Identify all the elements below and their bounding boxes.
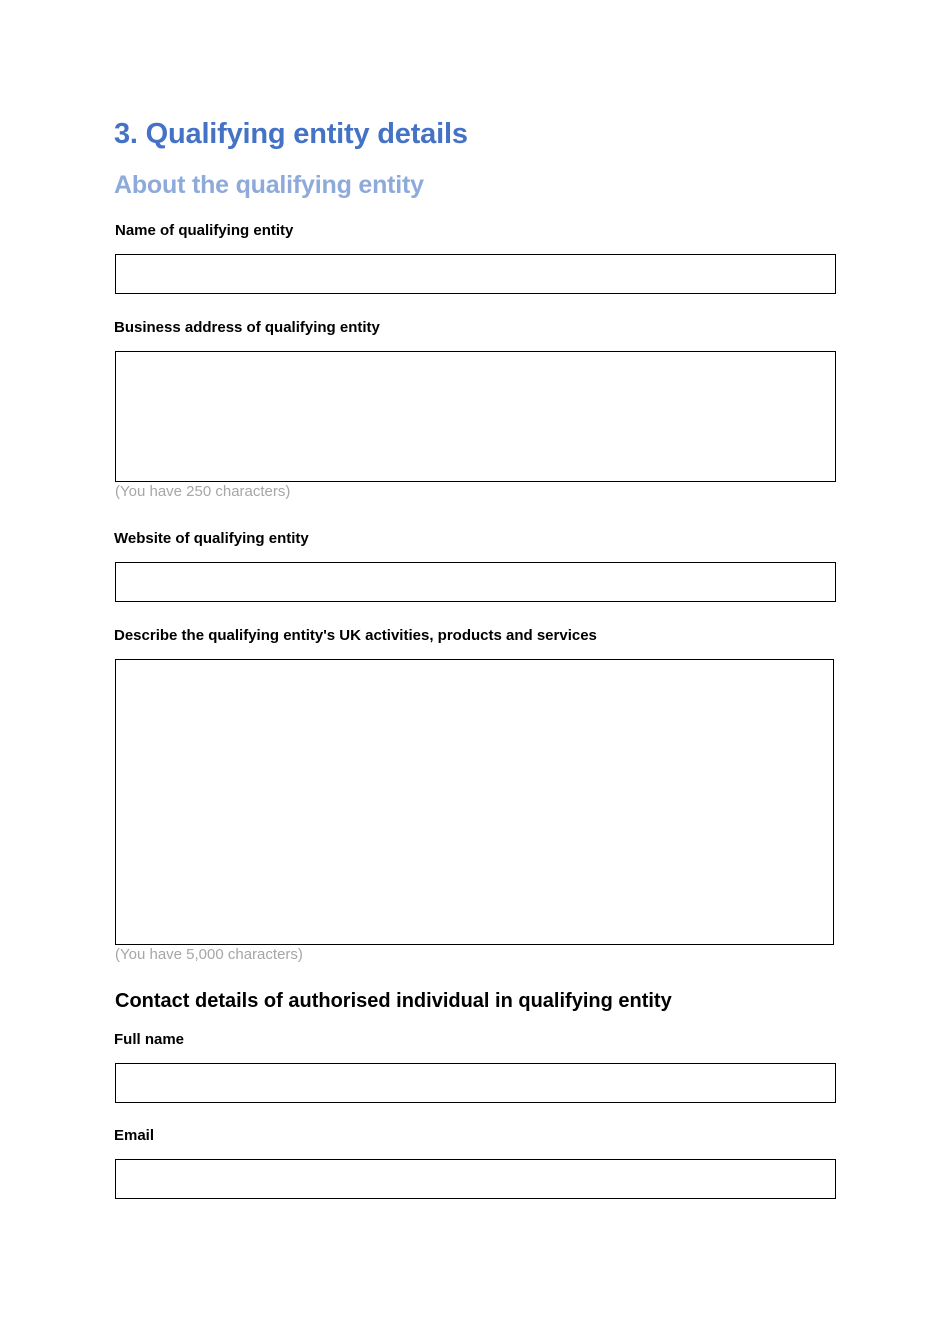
entity-address-label: Business address of qualifying entity: [114, 319, 380, 336]
entity-address-textarea[interactable]: [115, 351, 836, 482]
contact-email-input[interactable]: [115, 1159, 836, 1199]
entity-website-label: Website of qualifying entity: [114, 530, 309, 547]
entity-address-counter: (You have 250 characters): [115, 483, 291, 500]
contact-email-label: Email: [114, 1127, 155, 1144]
entity-name-label: Name of qualifying entity: [115, 222, 294, 239]
entity-name-input[interactable]: [115, 254, 836, 294]
entity-activities-counter: (You have 5,000 characters): [115, 946, 303, 963]
section-subheading: About the qualifying entity: [114, 171, 424, 199]
contact-heading: Contact details of authorised individual in qualifying entity: [115, 990, 672, 1012]
section-heading: 3. Qualifying entity details: [114, 118, 468, 150]
entity-activities-label: Describe the qualifying entity's UK activities, products and services: [114, 627, 597, 644]
entity-activities-textarea[interactable]: [115, 659, 834, 945]
contact-full-name-label: Full name: [114, 1031, 185, 1048]
entity-website-input[interactable]: [115, 562, 836, 602]
contact-full-name-input[interactable]: [115, 1063, 836, 1103]
